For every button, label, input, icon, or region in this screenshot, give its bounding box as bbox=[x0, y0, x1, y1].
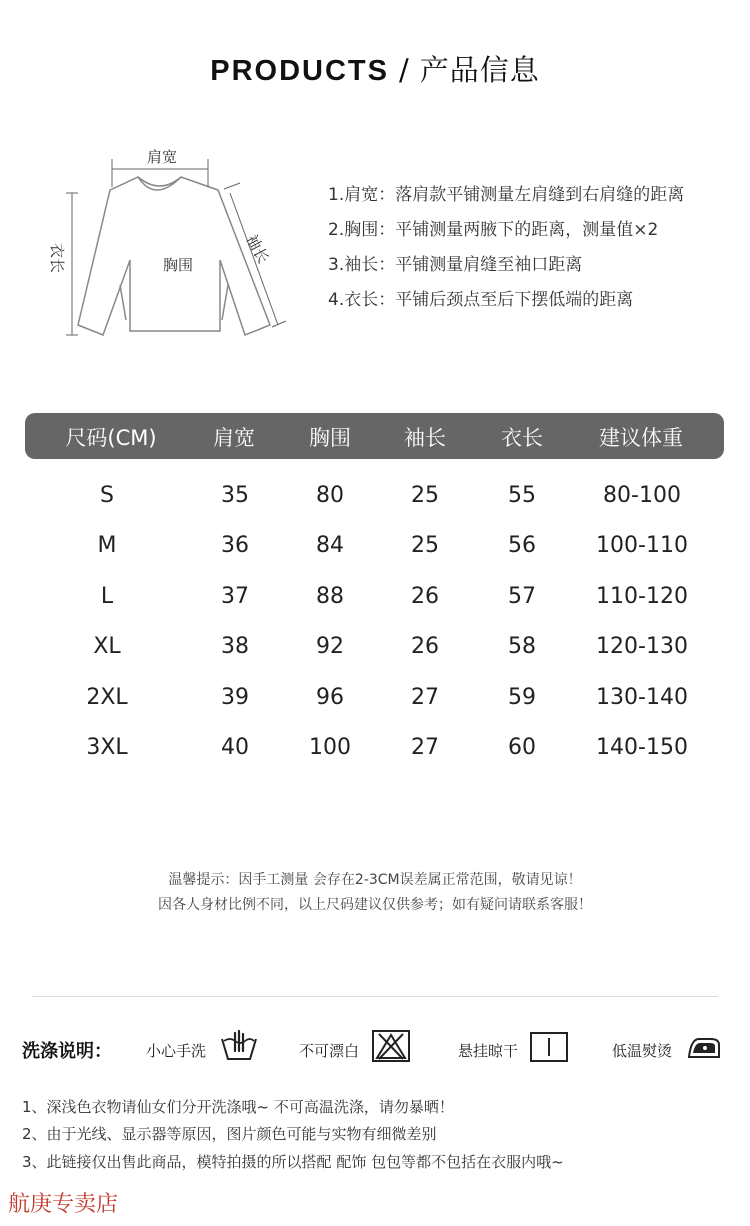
tip-size-reference: 因各人身材比例不同，以上尺码建议仅供参考；如有疑问请联系客服！ bbox=[158, 897, 592, 913]
note-sleeve: 3.袖长：平铺测量肩缝至袖口距离 bbox=[328, 255, 583, 275]
cell-shoulder: 37 bbox=[221, 584, 249, 609]
cell-size: 2XL bbox=[86, 685, 128, 710]
header-shoulder: 肩宽 bbox=[213, 426, 255, 450]
table-row bbox=[0, 735, 750, 769]
cell-size: 3XL bbox=[86, 735, 128, 760]
cell-length: 59 bbox=[508, 685, 536, 710]
table-row bbox=[0, 584, 750, 618]
header-size: 尺码(CM) bbox=[65, 426, 157, 450]
cell-size: L bbox=[100, 584, 114, 609]
care-label-no-bleach: 不可漂白 bbox=[299, 1042, 360, 1060]
shop-name: 航庚专卖店 bbox=[8, 1192, 119, 1217]
care-label-low-iron: 低温熨烫 bbox=[612, 1042, 673, 1060]
low-iron-icon bbox=[685, 1033, 723, 1061]
cell-weight: 100-110 bbox=[596, 533, 688, 558]
table-row bbox=[0, 685, 750, 719]
hang-dry-icon bbox=[530, 1032, 568, 1062]
cell-sleeve: 27 bbox=[411, 685, 439, 710]
cell-shoulder: 38 bbox=[221, 634, 249, 659]
cell-chest: 100 bbox=[309, 735, 351, 760]
title-separator: / bbox=[398, 53, 410, 87]
title-zh: 产品信息 bbox=[419, 53, 540, 87]
cell-length: 57 bbox=[508, 584, 536, 609]
cell-chest: 96 bbox=[316, 685, 344, 710]
cell-sleeve: 27 bbox=[411, 735, 439, 760]
cell-weight: 80-100 bbox=[603, 483, 681, 508]
diagram-label-length: 衣长 bbox=[48, 243, 66, 274]
diagram-label-sleeve: 袖长 bbox=[242, 231, 273, 267]
cell-weight: 120-130 bbox=[596, 634, 688, 659]
header-chest: 胸围 bbox=[309, 426, 351, 450]
table-row bbox=[0, 634, 750, 668]
footnote-accessories: 3、此链接仅出售此商品，模特拍摄的所以搭配 配饰 包包等都不包括在衣服内哦~ bbox=[22, 1153, 564, 1171]
table-row bbox=[0, 533, 750, 567]
garment-measurement-diagram bbox=[40, 135, 300, 350]
cell-chest: 84 bbox=[316, 533, 344, 558]
care-label-hand-wash: 小心手洗 bbox=[146, 1042, 207, 1060]
table-row bbox=[0, 483, 750, 517]
cell-chest: 80 bbox=[316, 483, 344, 508]
cell-size: S bbox=[100, 483, 114, 508]
cell-sleeve: 25 bbox=[411, 533, 439, 558]
cell-length: 55 bbox=[508, 483, 536, 508]
cell-shoulder: 35 bbox=[221, 483, 249, 508]
cell-size: M bbox=[97, 533, 117, 558]
diagram-label-chest: 胸围 bbox=[163, 256, 194, 274]
cell-length: 56 bbox=[508, 533, 536, 558]
diagram-label-shoulder: 肩宽 bbox=[147, 148, 178, 166]
hand-wash-icon bbox=[219, 1029, 259, 1063]
header-weight: 建议体重 bbox=[599, 426, 683, 450]
cell-length: 58 bbox=[508, 634, 536, 659]
cell-shoulder: 40 bbox=[221, 735, 249, 760]
no-bleach-icon bbox=[372, 1030, 410, 1062]
header-length: 衣长 bbox=[501, 426, 543, 450]
header-sleeve: 袖长 bbox=[404, 426, 446, 450]
cell-size: XL bbox=[93, 634, 121, 659]
tip-measurement-error: 温馨提示：因手工测量 会存在2-3CM误差属正常范围，敬请见谅！ bbox=[168, 872, 582, 888]
footnote-color: 2、由于光线、显示器等原因，图片颜色可能与实物有细微差别 bbox=[22, 1125, 437, 1143]
page-title bbox=[0, 48, 750, 89]
cell-length: 60 bbox=[508, 735, 536, 760]
footnote-washing: 1、深浅色衣物请仙女们分开洗涤哦~ 不可高温洗涤，请勿暴晒！ bbox=[22, 1098, 454, 1116]
cell-shoulder: 39 bbox=[221, 685, 249, 710]
divider bbox=[32, 996, 718, 997]
cell-chest: 92 bbox=[316, 634, 344, 659]
cell-shoulder: 36 bbox=[221, 533, 249, 558]
note-shoulder: 1.肩宽：落肩款平铺测量左肩缝到右肩缝的距离 bbox=[328, 185, 685, 205]
cell-chest: 88 bbox=[316, 584, 344, 609]
cell-sleeve: 26 bbox=[411, 634, 439, 659]
cell-weight: 140-150 bbox=[596, 735, 688, 760]
cell-sleeve: 26 bbox=[411, 584, 439, 609]
care-label-hang-dry: 悬挂晾干 bbox=[458, 1042, 519, 1060]
cell-weight: 110-120 bbox=[596, 584, 688, 609]
note-chest: 2.胸围：平铺测量两腋下的距离，测量值×2 bbox=[328, 220, 659, 240]
size-table-header bbox=[25, 413, 724, 459]
care-title: 洗涤说明： bbox=[22, 1041, 112, 1062]
title-en: PRODUCTS bbox=[210, 55, 389, 87]
cell-weight: 130-140 bbox=[596, 685, 688, 710]
cell-sleeve: 25 bbox=[411, 483, 439, 508]
note-length: 4.衣长：平铺后颈点至后下摆低端的距离 bbox=[328, 290, 634, 310]
